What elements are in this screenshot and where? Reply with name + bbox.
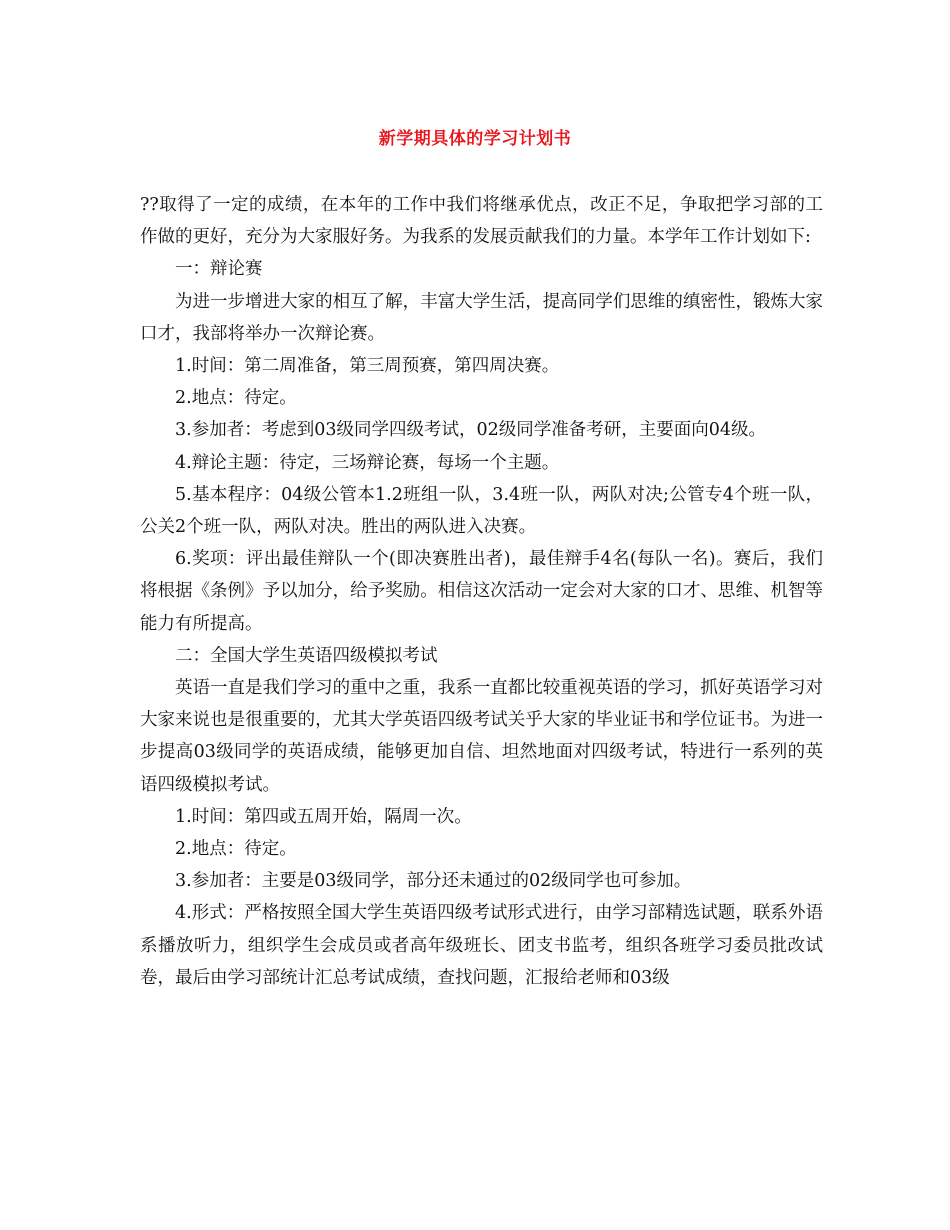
list-item: 2.地点：待定。 (175, 388, 297, 409)
list-item: 1.时间：第二周准备，第三周预赛，第四周决赛。 (175, 356, 560, 377)
list-item: 3.参加者：考虑到03级同学四级考试，02级同学准备考研，主要面向04级。 (175, 420, 766, 441)
list-item: 1.时间：第四或五周开始，隔周一次。 (175, 806, 472, 827)
list-item: 4.辩论主题：待定，三场辩论赛，每场一个主题。 (175, 452, 560, 473)
section-heading-debate: 一：辩论赛 (175, 259, 263, 280)
section-heading-cet4: 二：全国大学生英语四级模拟考试 (175, 645, 438, 666)
paragraph: 为进一步增进大家的相互了解，丰富大学生活，提高同学们思维的缜密性，锻炼大家口才，我部将举办一次辩论赛。 (140, 291, 823, 344)
document-body (140, 189, 823, 994)
list-item: 3.参加者：主要是03级同学，部分还未通过的02级同学也可参加。 (175, 871, 692, 892)
list-item: 4.形式：严格按照全国大学生英语四级考试形式进行，由学习部精选试题，联系外语系播放听力，组织学生会成员或者高年级班长、团支书监考，组织各班学习委员批改试卷，最后由学习部统计汇总考试成绩，查找问题，汇报给老师和03级 (140, 903, 823, 988)
document-title: 新学期具体的学习计划书 (378, 129, 572, 149)
paragraph: 英语一直是我们学习的重中之重，我系一直都比较重视英语的学习，抓好英语学习对大家来说也是很重要的，尤其大学英语四级考试关乎大家的毕业证书和学位证书。为进一步提高03级同学的英语成绩，能够更加自信、坦然地面对四级考试，特进行一系列的英语四级模拟考试。 (140, 678, 823, 795)
list-item: 5.基本程序：04级公管本1.2班组一队，3.4班一队，两队对决;公管专4个班一队，公关2个班一队，两队对决。胜出的两队进入决赛。 (140, 484, 823, 538)
paragraph: ??取得了一定的成绩，在本年的工作中我们将继承优点，改正不足，争取把学习部的工作做的更好，充分为大家服好务。为我系的发展贡献我们的力量。本学年工作计划如下: (140, 195, 823, 248)
list-item: 6.奖项：评出最佳辩队一个(即决赛胜出者)，最佳辩手4名(每队一名)。赛后，我们将根据《条例》予以加分，给予奖励。相信这次活动一定会对大家的口才、思维、机智等能力有所提高。 (140, 549, 823, 634)
list-item: 2.地点：待定。 (175, 839, 297, 860)
